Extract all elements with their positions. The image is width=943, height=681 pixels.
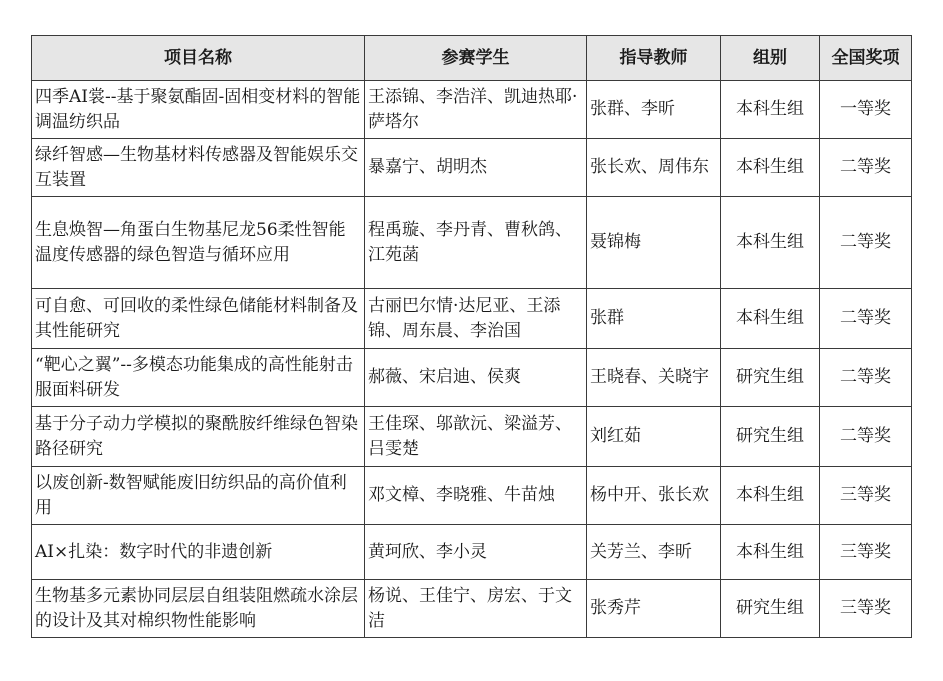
table-row <box>32 81 912 139</box>
table-row <box>32 407 912 467</box>
project-name: 可自愈、可回收的柔性绿色储能材料制备及其性能研究 <box>32 289 365 349</box>
students: 王佳琛、邬歆沅、梁溢芳、吕雯楚 <box>365 407 587 467</box>
students: 古丽巴尔情·达尼亚、王添锦、周东晨、李治国 <box>365 289 587 349</box>
table-row <box>32 289 912 349</box>
advisor: 王晓春、关晓宇 <box>587 349 721 407</box>
award: 二等奖 <box>820 289 912 349</box>
award: 二等奖 <box>820 407 912 467</box>
students: 暴嘉宁、胡明杰 <box>365 139 587 197</box>
award: 二等奖 <box>820 197 912 289</box>
header-students: 参赛学生 <box>365 36 587 81</box>
students: 程禹璇、李丹青、曹秋鸽、江苑菡 <box>365 197 587 289</box>
table-row <box>32 580 912 638</box>
students: 郝薇、宋启迪、侯爽 <box>365 349 587 407</box>
project-name: “靶心之翼”--多模态功能集成的高性能射击服面料研发 <box>32 349 365 407</box>
table-row <box>32 139 912 197</box>
group: 研究生组 <box>721 580 820 638</box>
project-name: 生物基多元素协同层层自组装阻燃疏水涂层的设计及其对棉织物性能影响 <box>32 580 365 638</box>
award: 二等奖 <box>820 139 912 197</box>
table-row <box>32 525 912 580</box>
project-name: 以废创新-数智赋能废旧纺织品的高价值利用 <box>32 467 365 525</box>
award: 二等奖 <box>820 349 912 407</box>
award: 三等奖 <box>820 580 912 638</box>
project-name: 生息焕智—角蛋白生物基尼龙56柔性智能温度传感器的绿色智造与循环应用 <box>32 197 365 289</box>
table-row <box>32 197 912 289</box>
advisor: 关芳兰、李昕 <box>587 525 721 580</box>
advisor: 杨中开、张长欢 <box>587 467 721 525</box>
header-award: 全国奖项 <box>820 36 912 81</box>
students: 邓文樟、李晓雅、牛苗烛 <box>365 467 587 525</box>
header-row <box>32 36 912 81</box>
students: 杨说、王佳宁、房宏、于文洁 <box>365 580 587 638</box>
advisor: 张秀芹 <box>587 580 721 638</box>
award: 三等奖 <box>820 467 912 525</box>
advisor: 聂锦梅 <box>587 197 721 289</box>
group: 本科生组 <box>721 289 820 349</box>
award: 一等奖 <box>820 81 912 139</box>
advisor: 张长欢、周伟东 <box>587 139 721 197</box>
group: 本科生组 <box>721 81 820 139</box>
award: 三等奖 <box>820 525 912 580</box>
project-name: AI×扎染：数字时代的非遗创新 <box>32 525 365 580</box>
table-row <box>32 467 912 525</box>
project-name: 基于分子动力学模拟的聚酰胺纤维绿色智染路径研究 <box>32 407 365 467</box>
group: 本科生组 <box>721 139 820 197</box>
project-name: 绿纤智感—生物基材料传感器及智能娱乐交互装置 <box>32 139 365 197</box>
group: 本科生组 <box>721 525 820 580</box>
advisor: 张群、李昕 <box>587 81 721 139</box>
advisor: 张群 <box>587 289 721 349</box>
group: 研究生组 <box>721 407 820 467</box>
students: 黄珂欣、李小灵 <box>365 525 587 580</box>
header-advisor: 指导教师 <box>587 36 721 81</box>
group: 研究生组 <box>721 349 820 407</box>
project-name: 四季AI裳--基于聚氨酯固-固相变材料的智能调温纺织品 <box>32 81 365 139</box>
advisor: 刘红茹 <box>587 407 721 467</box>
group: 本科生组 <box>721 467 820 525</box>
header-group: 组别 <box>721 36 820 81</box>
students: 王添锦、李浩洋、凯迪热耶·萨塔尔 <box>365 81 587 139</box>
table-row <box>32 349 912 407</box>
header-project: 项目名称 <box>32 36 365 81</box>
awards-table <box>31 35 912 638</box>
group: 本科生组 <box>721 197 820 289</box>
